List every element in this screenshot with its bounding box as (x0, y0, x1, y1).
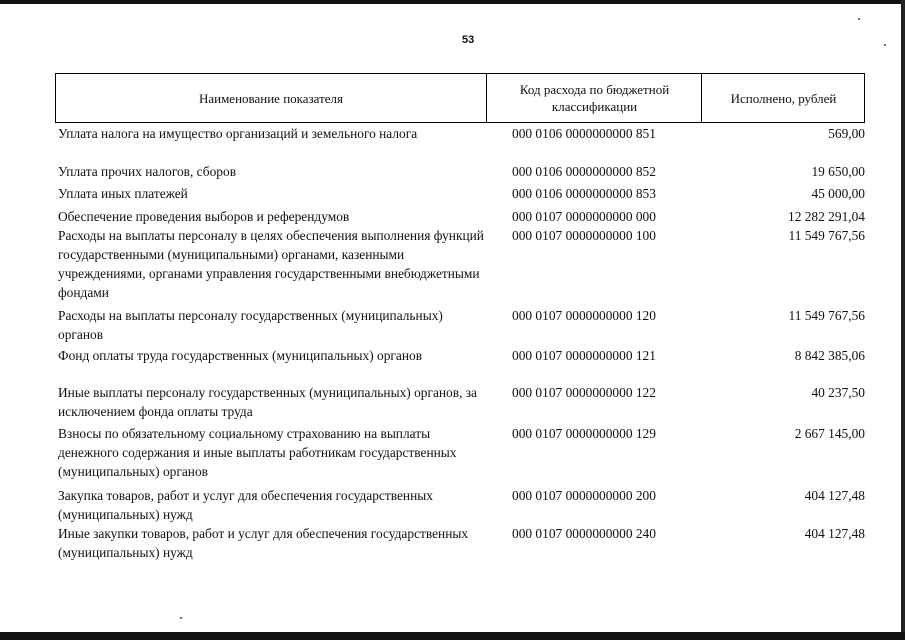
row-code: 000 0106 0000000000 851 (512, 126, 656, 141)
row-amount: 45 000,00 (811, 186, 865, 201)
row-code: 000 0107 0000000000 121 (512, 348, 656, 363)
row-code: 000 0107 0000000000 200 (512, 488, 656, 503)
row-code: 000 0107 0000000000 120 (512, 308, 656, 323)
row-name: Обеспечение проведения выборов и референдумов (58, 209, 350, 224)
row-amount: 404 127,48 (804, 526, 865, 541)
row-name: Закупка товаров, работ и услуг для обеспечения государственных (муниципальных) нужд (58, 488, 433, 522)
header-name: Наименование показателя (198, 90, 344, 106)
row-name: Взносы по обязательному социальному страхованию на выплаты денежного содержания и иные выплаты работникам государственных (муниципальных) органов (58, 426, 457, 479)
row-amount: 2 667 145,00 (794, 426, 865, 441)
row-name: Расходы на выплаты персоналу в целях обеспечения выполнения функций государственными (муниципальными) органами, казенными учреждениями, органами управления государственными внебюджетными фондами (58, 228, 484, 300)
scan-edge-bottom (0, 632, 905, 640)
row-amount: 8 842 385,06 (794, 348, 865, 363)
scan-speck (858, 18, 860, 20)
row-name: Уплата налога на имущество организаций и земельного налога (58, 126, 418, 141)
row-amount: 11 549 767,56 (788, 228, 865, 243)
scan-speck (884, 44, 886, 46)
row-code: 000 0107 0000000000 129 (512, 426, 656, 441)
row-code: 000 0106 0000000000 852 (512, 164, 656, 179)
scan-edge-right (901, 0, 905, 640)
header-code: Код расхода по бюджетной классификации (486, 74, 702, 122)
page-number: 53 (462, 34, 475, 46)
scan-edge-top (0, 0, 905, 4)
scan-speck (180, 617, 182, 619)
row-name: Иные закупки товаров, работ и услуг для обеспечения государственных (муниципальных) нужд (58, 526, 469, 560)
row-amount: 404 127,48 (804, 488, 865, 503)
row-code: 000 0107 0000000000 000 (512, 209, 656, 224)
row-code: 000 0106 0000000000 853 (512, 186, 656, 201)
table-header (55, 73, 865, 123)
row-name: Расходы на выплаты персоналу государственных (муниципальных) органов (58, 308, 443, 342)
row-name: Уплата прочих налогов, сборов (58, 164, 237, 179)
row-name: Иные выплаты персоналу государственных (муниципальных) органов, за исключением фонда оплаты труда (58, 385, 478, 419)
row-amount: 12 282 291,04 (788, 209, 865, 224)
row-name: Уплата иных платежей (58, 186, 188, 201)
row-code: 000 0107 0000000000 122 (512, 385, 656, 400)
row-name: Фонд оплаты труда государственных (муниципальных) органов (58, 348, 423, 363)
header-amount: Исполнено, рублей (701, 74, 865, 122)
row-code: 000 0107 0000000000 240 (512, 526, 656, 541)
row-amount: 40 237,50 (811, 385, 865, 400)
row-amount: 11 549 767,56 (788, 308, 865, 323)
row-amount: 19 650,00 (811, 164, 865, 179)
row-code: 000 0107 0000000000 100 (512, 228, 656, 243)
row-amount: 569,00 (828, 126, 865, 141)
